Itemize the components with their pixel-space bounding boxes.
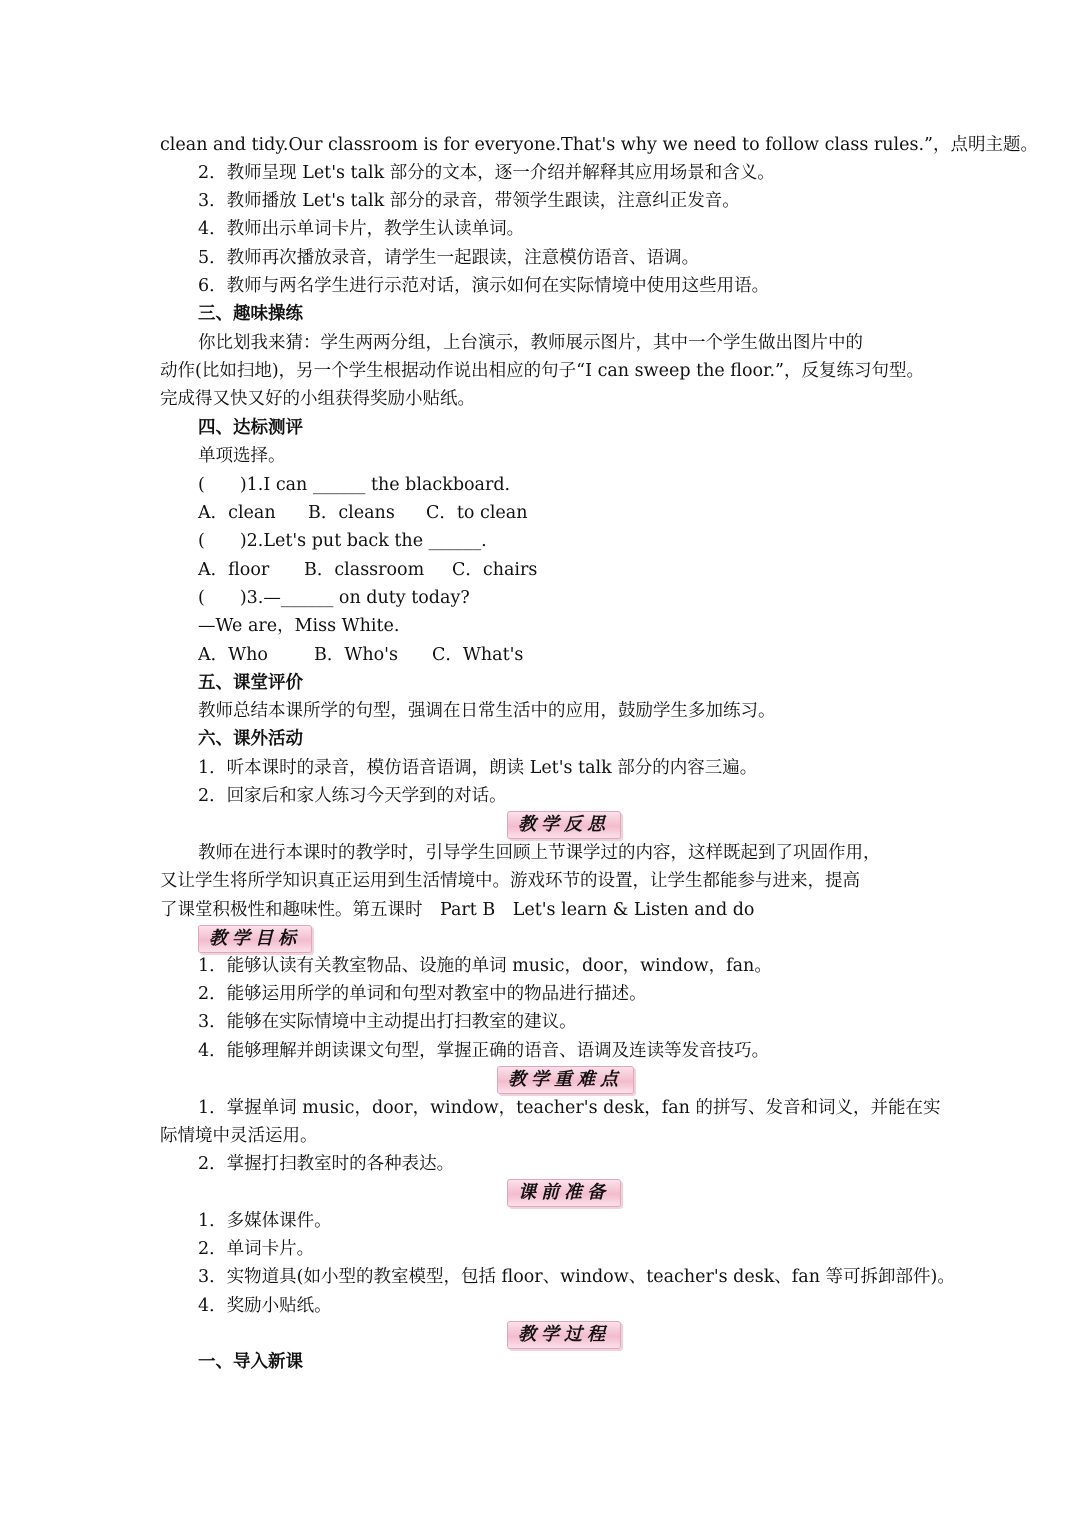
text-line: 2．回家后和家人练习今天学到的对话。 [198,786,507,806]
text-line: 又让学生将所学知识真正运用到生活情境中。游戏环节的设置，让学生都能参与进来，提高 [160,871,860,891]
text-line: 1．掌握单词 music，door，window，teacher's desk，fan 的拼写、发音和词义，并能在实 [198,1098,941,1118]
option-b: B．Who's [314,645,398,665]
text-line: 完成得又快又好的小组获得奖励小贴纸。 [160,389,475,409]
text-line: 6．教师与两名学生进行示范对话，演示如何在实际情境中使用这些用语。 [198,276,770,296]
section-heading: 一、导入新课 [198,1352,303,1372]
text-line: 你比划我来猜：学生两两分组，上台演示，教师展示图片，其中一个学生做出图片中的 [198,333,863,353]
text-line: 4．教师出示单词卡片，教学生认读单词。 [198,219,525,239]
question-3-options [198,641,930,669]
text-line: 2．掌握打扫教室时的各种表达。 [198,1154,455,1174]
section-heading: 五、课堂评价 [198,673,303,693]
preparation-badge: 课前准备 [507,1179,621,1207]
text-line: 动作(比如扫地)，另一个学生根据动作说出相应的句子“I can sweep the floor.”，反复练习句型。 [160,361,924,381]
text-line: 4．能够理解并朗读课文句型，掌握正确的语音、语调及连读等发音技巧。 [198,1041,770,1061]
option-a: A．floor [198,560,270,580]
text-line: 际情境中灵活运用。 [160,1126,318,1146]
text-line: 4．奖励小贴纸。 [198,1296,332,1316]
goals-badge: 教学目标 [198,925,312,953]
section-heading: 四、达标测评 [198,418,303,438]
text-line: 2．能够运用所学的单词和句型对教室中的物品进行描述。 [198,984,647,1004]
reflection-badge: 教学反思 [507,811,621,839]
option-b: B．cleans [308,503,395,523]
question-2-options [198,556,930,584]
text-line: 1．能够认读有关教室物品、设施的单词 music，door，window，fan。 [198,956,772,976]
text-line: 3．实物道具(如小型的教室模型，包括 floor、window、teacher's desk、fan 等可拆卸部件)。 [198,1267,955,1287]
option-c: C．chairs [452,560,538,580]
text-line: 了课堂积极性和趣味性。第五课时 Part B Let's learn & Listen and do [160,900,755,920]
option-b: B．classroom [304,560,425,580]
option-c: C．to clean [426,503,528,523]
question-3-answer: —We are，Miss White. [198,616,400,636]
section-heading: 六、课外活动 [198,729,303,749]
section-heading: 三、趣味操练 [198,304,303,324]
question-1: ( )1.I can ______ the blackboard. [198,475,511,495]
text-line: 3．教师播放 Let's talk 部分的录音，带领学生跟读，注意纠正发音。 [198,191,740,211]
text-line: 5．教师再次播放录音，请学生一起跟读，注意模仿语音、语调。 [198,248,700,268]
option-a: A．Who [198,645,268,665]
text-line: 教师总结本课所学的句型，强调在日常生活中的应用，鼓励学生多加练习。 [198,701,776,721]
text-line: 1．多媒体课件。 [198,1211,332,1231]
text-line: 单项选择。 [198,446,286,466]
text-line: 2．单词卡片。 [198,1239,315,1259]
text-line: 1．听本课时的录音，模仿语音语调，朗读 Let's talk 部分的内容三遍。 [198,758,758,778]
text-line: clean and tidy.Our classroom is for everyone.That's why we need to follow class rules.”，点明主题。 [160,135,1038,155]
question-2: ( )2.Let's put back the ______. [198,531,487,551]
process-badge: 教学过程 [507,1321,621,1349]
option-a: A．clean [198,503,276,523]
text-line: 3．能够在实际情境中主动提出打扫教室的建议。 [198,1012,577,1032]
key-points-badge: 教学重难点 [497,1066,634,1094]
option-c: C．What's [432,645,524,665]
text-line: 2．教师呈现 Let's talk 部分的文本，逐一介绍并解释其应用场景和含义。 [198,163,775,183]
question-1-options [198,499,930,527]
question-3: ( )3.—______ on duty today? [198,588,470,608]
text-line: 教师在进行本课时的教学时，引导学生回顾上节课学过的内容，这样既起到了巩固作用， [198,843,881,863]
